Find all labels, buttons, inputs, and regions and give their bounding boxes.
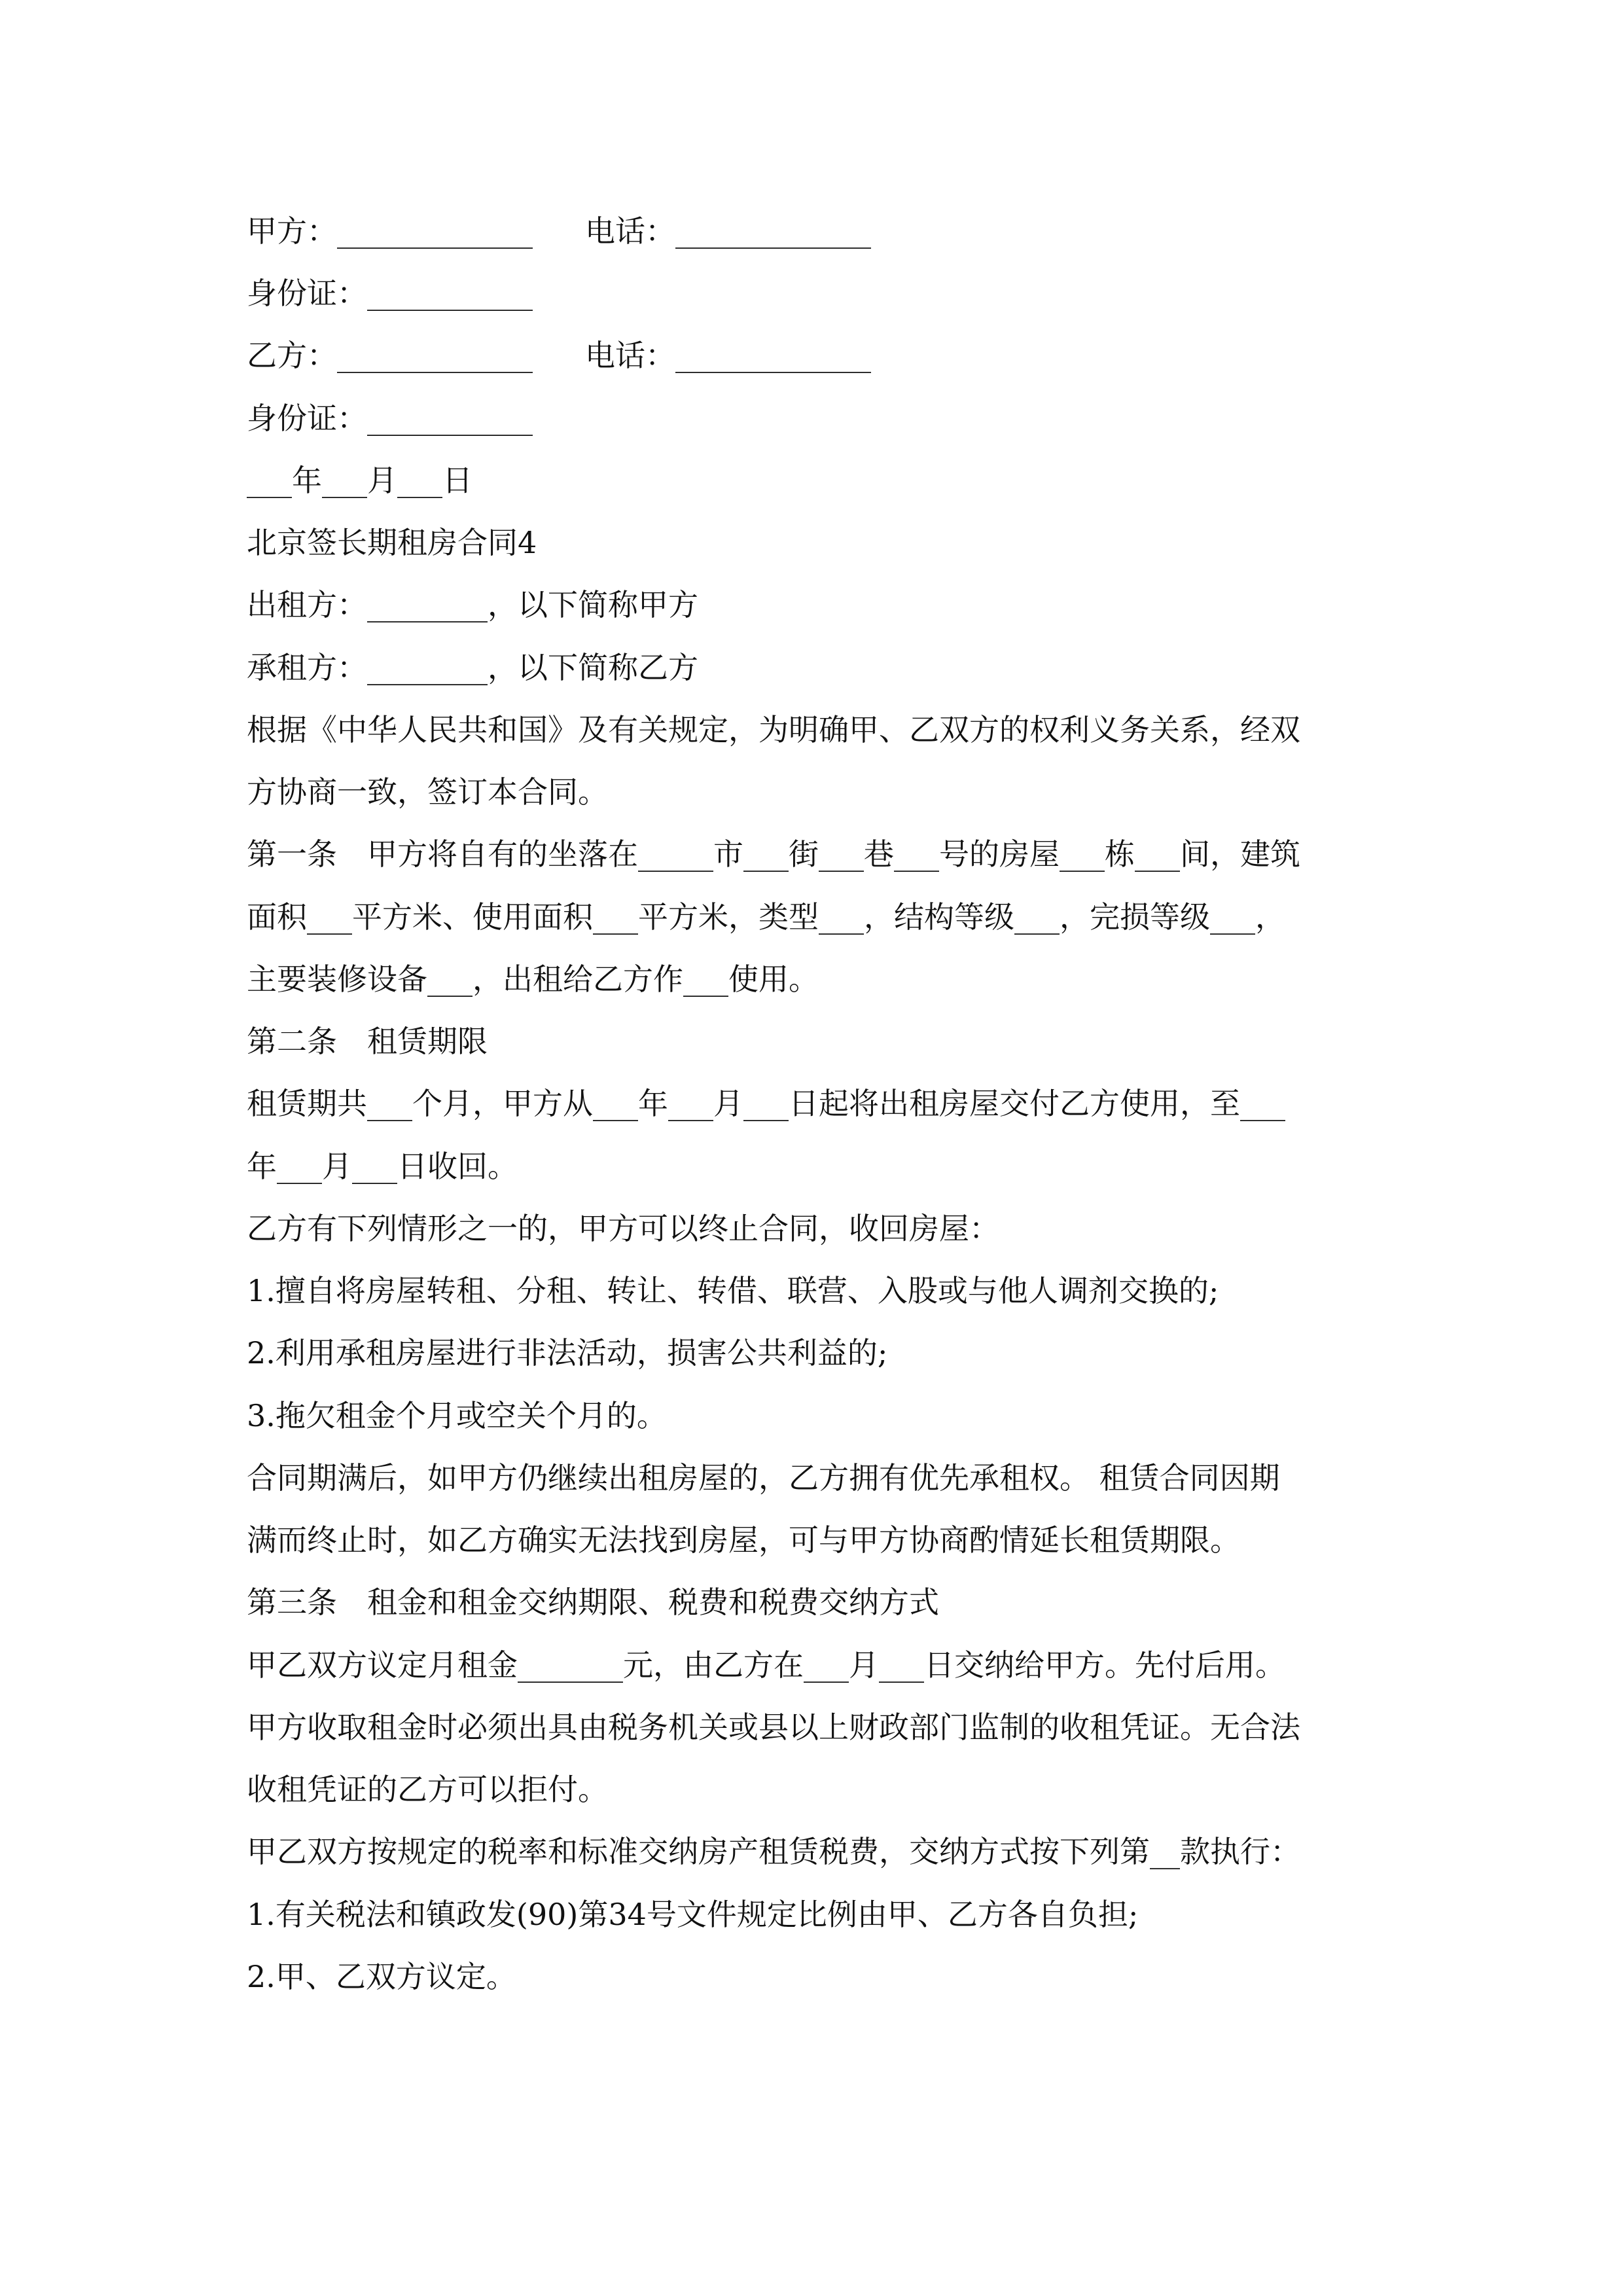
party-a-id-field: 身份证：___________ xyxy=(247,276,533,311)
body-line: 面积___平方米、使用面积___平方米，类型___，结构等级___，完损等级___， xyxy=(247,899,1285,935)
list-item: 1.有关税法和镇政发(90)第34号文件规定比例由甲、乙方各自负担; xyxy=(247,1897,1139,1932)
body-line: 甲乙双方按规定的税率和标准交纳房产租赁税费，交纳方式按下列第__款执行： xyxy=(247,1834,1300,1869)
body-line: 乙方有下列情形之一的，甲方可以终止合同，收回房屋： xyxy=(247,1211,999,1246)
body-line: 甲方收取租金时必须出具由税务机关或县以上财政部门监制的收租凭证。无合法 xyxy=(247,1710,1300,1745)
party-b-phone-field: 电话：_____________ xyxy=(585,338,871,373)
list-item: 1.擅自将房屋转租、分租、转让、转借、联营、入股或与他人调剂交换的; xyxy=(247,1273,1219,1308)
body-line: 合同期满后，如甲方仍继续出租房屋的，乙方拥有优先承租权。 租赁合同因期 xyxy=(247,1460,1280,1496)
article-2-heading: 第二条 租赁期限 xyxy=(247,1024,488,1059)
article-3-heading: 第三条 租金和租金交纳期限、税费和税费交纳方式 xyxy=(247,1585,939,1620)
body-line: 甲乙双方议定月租金_______元，由乙方在___月___日交纳给甲方。先付后用。 xyxy=(247,1647,1285,1683)
party-a-field: 甲方：_____________ xyxy=(247,213,533,249)
signing-date: ___年___月___日 xyxy=(247,463,473,498)
party-a-row xyxy=(247,211,871,251)
party-a-phone-field: 电话：_____________ xyxy=(585,213,871,249)
body-line: 出租方：________，以下简称甲方 xyxy=(247,587,698,622)
party-b-id-field: 身份证：___________ xyxy=(247,401,533,436)
body-line: 租赁期共___个月，甲方从___年___月___日起将出租房屋交付乙方使用，至___ xyxy=(247,1086,1285,1121)
body-line: 收租凭证的乙方可以拒付。 xyxy=(247,1772,608,1807)
body-line: 满而终止时，如乙方确实无法找到房屋，可与甲方协商酌情延长租赁期限。 xyxy=(247,1522,1240,1558)
body-line: 主要装修设备___，出租给乙方作___使用。 xyxy=(247,961,819,997)
party-b-field: 乙方：_____________ xyxy=(247,338,533,373)
party-b-row xyxy=(247,336,871,375)
body-line: 根据《中华人民共和国》及有关规定，为明确甲、乙双方的权利义务关系，经双 xyxy=(247,712,1300,747)
body-line: 方协商一致，签订本合同。 xyxy=(247,774,608,810)
body-line: 年___月___日收回。 xyxy=(247,1149,518,1184)
list-item: 2.甲、乙双方议定。 xyxy=(247,1959,516,1994)
list-item: 3.拖欠租金个月或空关个月的。 xyxy=(247,1398,667,1433)
contract-title: 北京签长期租房合同4 xyxy=(247,525,537,560)
article-1-line: 第一条 甲方将自有的坐落在_____市___街___巷___号的房屋___栋___间，建筑 xyxy=(247,836,1300,872)
body-line: 承租方：________，以下简称乙方 xyxy=(247,650,698,685)
list-item: 2.利用承租房屋进行非法活动，损害公共利益的; xyxy=(247,1335,888,1371)
